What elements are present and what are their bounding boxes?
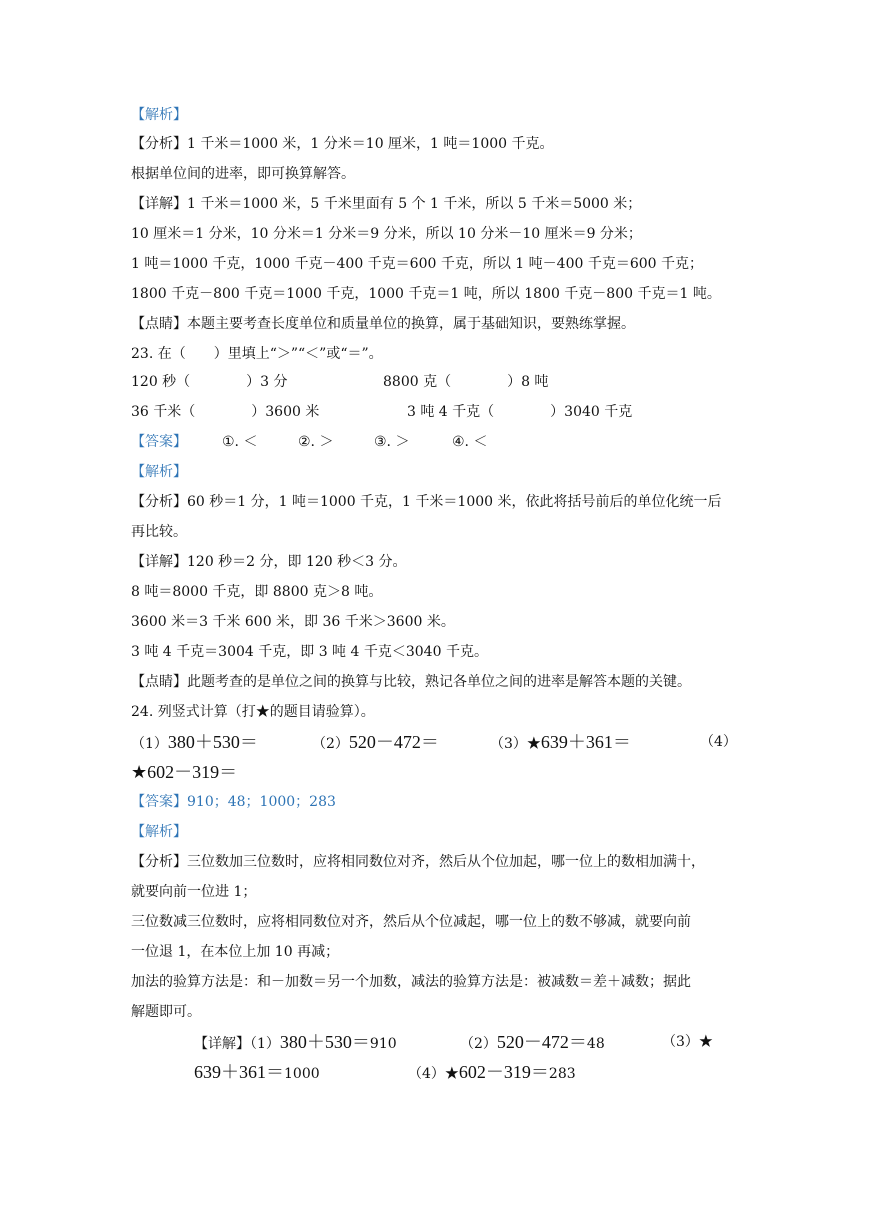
q24-xiangjie-2-label: （2）: [460, 1036, 497, 1052]
q23-item-1: 120 秒（ ）3 分: [131, 374, 288, 390]
q23-answer-1: ①. ＜: [222, 434, 258, 450]
q24-problem-1-label: （1）: [131, 736, 168, 752]
q24-xiangjie-3-answer: 1000: [284, 1066, 320, 1082]
q23-item-2: 8800 克（ ）8 吨: [383, 374, 549, 390]
q24-xiangjie-label: 【详解】（1）: [194, 1036, 280, 1052]
q24-problem-4-label: （4）: [700, 734, 737, 750]
q24-xiangjie-3-label: （3）★: [662, 1034, 713, 1050]
s22-fenxi-line-2: 根据单位间的进率，即可换算解答。: [131, 166, 355, 182]
q23-answer-label: 【答案】: [131, 434, 187, 450]
q24-problem-2-expr: 520－472＝: [348, 732, 439, 752]
q24-fenxi-line-1: 【分析】三位数加三位数时，应将相同数位对齐，然后从个位加起，哪一位上的数相加满十，: [131, 854, 705, 870]
q24-xiangjie-4-label: （4）★: [408, 1066, 459, 1082]
q24-problem-4-expr: [131, 762, 237, 784]
q24-xiangjie-3-expr: 639＋361＝: [194, 1062, 284, 1082]
q24-xiangjie-1: [194, 1032, 397, 1054]
q24-problem-1-expr: 380＋530＝: [167, 732, 258, 752]
q24-problem-3: [490, 732, 631, 754]
q24-fenxi-line-4: 一位退 1，在本位上加 10 再减；: [131, 944, 340, 960]
q24-problem-3-label: （3）★: [490, 736, 541, 752]
q24-fenxi-line-5: 加法的验算方法是：和－加数＝另一个加数，减法的验算方法是：被减数＝差＋减数；据此: [131, 974, 691, 990]
s22-xiangjie-line-4: 1800 千克－800 千克＝1000 千克，1000 千克＝1 吨，所以 1800 千克－800 千克＝1 吨。: [131, 286, 721, 302]
q24-answer: 【答案】910；48；1000；283: [131, 794, 336, 810]
q24-fenxi-line-2: 就要向前一位进 1；: [131, 884, 257, 900]
q23-xiangjie-line-4: 3 吨 4 千克＝3004 千克，即 3 吨 4 千克＜3040 千克。: [131, 644, 488, 660]
s22-jiexi-heading: 【解析】: [131, 107, 187, 123]
q24-xiangjie-4-expr: 602－319＝: [458, 1062, 549, 1082]
q23-jiexi-heading: 【解析】: [131, 464, 187, 480]
q23-answer-3: ③. ＞: [374, 434, 410, 450]
q24-problem-3-expr: 639＋361＝: [540, 732, 631, 752]
q23-title: 23. 在（ ）里填上“＞”“＜”或“＝”。: [131, 346, 383, 362]
q24-xiangjie-2-expr: 520－472＝: [496, 1032, 587, 1052]
s22-dianjing: 【点睛】本题主要考查长度单位和质量单位的换算，属于基础知识，要熟练掌握。: [131, 316, 635, 332]
q24-problem-1: [131, 732, 258, 754]
q24-fenxi-line-6: 解题即可。: [131, 1004, 201, 1020]
q23-xiangjie-line-2: 8 吨＝8000 千克，即 8800 克＞8 吨。: [131, 584, 383, 600]
q23-fenxi-line-2: 再比较。: [131, 524, 187, 540]
q24-xiangjie-4: [408, 1062, 576, 1084]
q24-title: 24. 列竖式计算（打★的题目请验算）。: [131, 704, 375, 720]
q23-fenxi-line-1: 【分析】60 秒＝1 分，1 吨＝1000 千克，1 千米＝1000 米，依此将括号前后的单位化统一后: [131, 494, 722, 510]
s22-xiangjie-line-2: 10 厘米＝1 分米，10 分米＝1 分米＝9 分米，所以 10 分米－10 厘米＝9 分米；: [131, 226, 642, 242]
q24-xiangjie-3: [194, 1062, 320, 1084]
q24-jiexi-heading: 【解析】: [131, 824, 187, 840]
q23-item-4: 3 吨 4 千克（ ）3040 千克: [407, 404, 633, 420]
s22-xiangjie-line-1: 【详解】1 千米＝1000 米，5 千米里面有 5 个 1 千米，所以 5 千米＝5000 米；: [131, 196, 642, 212]
q24-xiangjie-2-answer: 48: [586, 1036, 605, 1052]
q23-answer-2: ②. ＞: [298, 434, 334, 450]
q23-answer-4: ④. ＜: [452, 434, 488, 450]
q24-problem-2-label: （2）: [312, 736, 349, 752]
q23-xiangjie-line-1: 【详解】120 秒＝2 分，即 120 秒＜3 分。: [131, 554, 407, 570]
s22-xiangjie-line-3: 1 吨＝1000 千克，1000 千克－400 千克＝600 千克，所以 1 吨－400 千克＝600 千克；: [131, 256, 704, 272]
q24-xiangjie-4-answer: 283: [548, 1066, 576, 1082]
q24-xiangjie-1-answer: 910: [369, 1036, 397, 1052]
q24-fenxi-line-3: 三位数减三位数时，应将相同数位对齐，然后从个位减起，哪一位上的数不够减，就要向前: [131, 914, 691, 930]
q24-xiangjie-1-expr: 380＋530＝: [279, 1032, 370, 1052]
q24-xiangjie-2: [460, 1032, 605, 1054]
s22-fenxi-line-1: 【分析】1 千米＝1000 米，1 分米＝10 厘米，1 吨＝1000 千克。: [131, 136, 554, 152]
q23-dianjing: 【点睛】此题考查的是单位之间的换算与比较，熟记各单位之间的进率是解答本题的关键。: [131, 674, 691, 690]
q24-problem-4-expr-text: ★602－319＝: [131, 762, 238, 782]
q24-problem-2: [312, 732, 439, 754]
q23-xiangjie-line-3: 3600 米＝3 千米 600 米，即 36 千米＞3600 米。: [131, 614, 455, 630]
q23-item-3: 36 千米（ ）3600 米: [131, 404, 320, 420]
